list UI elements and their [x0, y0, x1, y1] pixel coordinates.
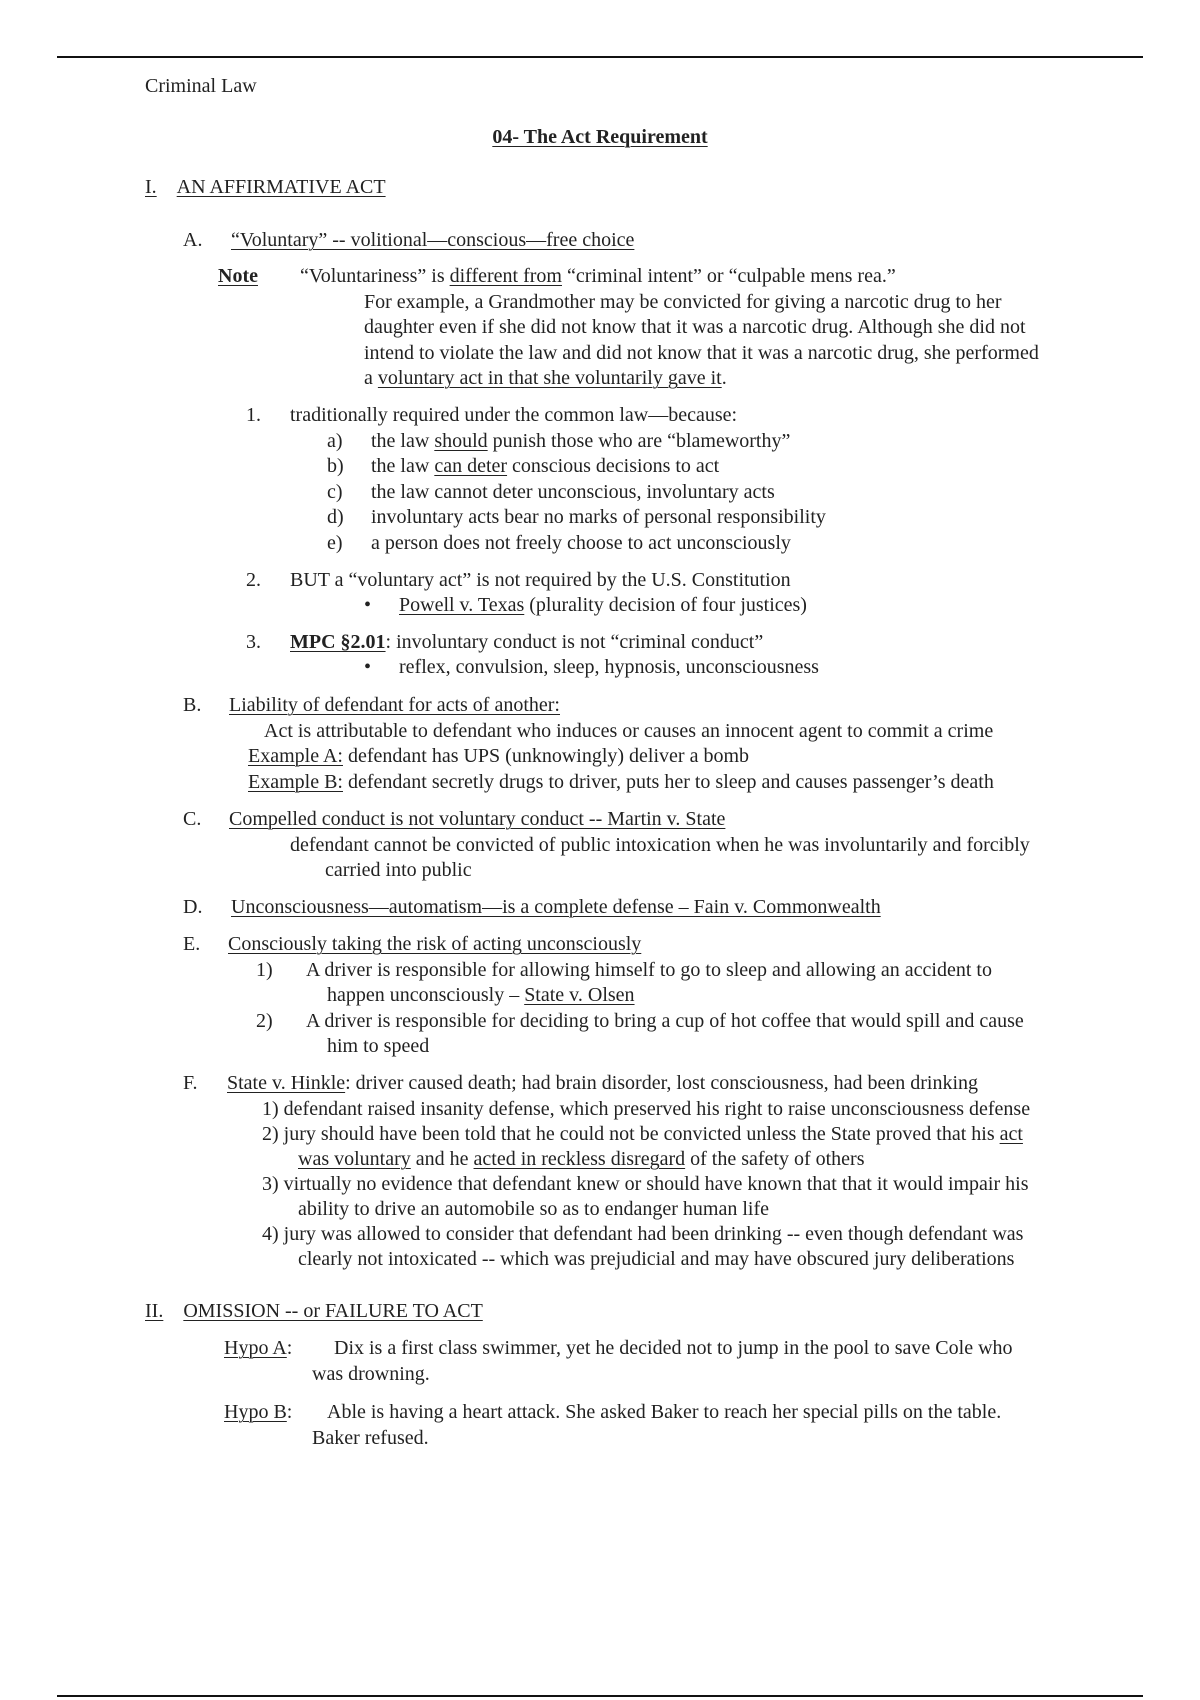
sub-a-text: the law should punish those who are “blameworthy”: [371, 430, 791, 452]
sub-c-label: c): [327, 481, 343, 503]
hypo-a-label: Hypo A:: [224, 1337, 293, 1359]
hypo-a-line-1: Dix is a first class swimmer, yet he decided not to jump in the pool to save Cole who: [334, 1337, 1013, 1359]
item-2-number: 2.: [246, 569, 261, 591]
item-c-line-1: defendant cannot be convicted of public intoxication when he was involuntarily and forcibly: [290, 834, 1030, 856]
sub-b-text: the law can deter conscious decisions to act: [371, 455, 720, 477]
item-b-heading: Liability of defendant for acts of another:: [229, 694, 560, 716]
item-2-bullet: Powell v. Texas (plurality decision of four justices): [399, 594, 807, 616]
item-a-label: A.: [183, 229, 203, 251]
item-2-text: BUT a “voluntary act” is not required by the U.S. Constitution: [290, 569, 791, 591]
section-2-number: II.: [145, 1300, 164, 1322]
item-e-2-line-2: him to speed: [327, 1035, 430, 1057]
item-e-label: E.: [183, 933, 201, 955]
item-f-2-line-2: was voluntary and he acted in reckless disregard of the safety of others: [298, 1148, 865, 1170]
item-f-label: F.: [183, 1072, 198, 1094]
item-e-2-line-1: A driver is responsible for deciding to bring a cup of hot coffee that would spill and cause: [306, 1010, 1024, 1032]
note-text: “Voluntariness” is different from “criminal intent” or “culpable mens rea.”: [300, 265, 896, 287]
item-c-label: C.: [183, 808, 202, 830]
item-e-heading: Consciously taking the risk of acting unconsciously: [228, 933, 642, 955]
item-f-3-line-1: 3) virtually no evidence that defendant knew or should have known that that it would impair his: [262, 1173, 1029, 1195]
item-1-text: traditionally required under the common law—because:: [290, 404, 738, 426]
item-3-text: MPC §2.01: involuntary conduct is not “criminal conduct”: [290, 631, 764, 653]
page-title: 04- The Act Requirement: [492, 126, 708, 148]
item-a-heading: “Voluntary” -- volitional—conscious—free choice: [231, 229, 635, 251]
note-example-line-2: daughter even if she did not know that it was a narcotic drug. Although she did not: [364, 316, 1026, 338]
sub-a-label: a): [327, 430, 343, 452]
item-c-heading: Compelled conduct is not voluntary conduct -- Martin v. State: [229, 808, 726, 830]
sub-d-label: d): [327, 506, 344, 528]
hypo-b-line-2: Baker refused.: [312, 1427, 429, 1449]
item-d-heading: Unconsciousness—automatism—is a complete defense – Fain v. Commonwealth: [231, 896, 881, 918]
hypo-a-line-2: was drowning.: [312, 1363, 430, 1385]
note-example-line-3: intend to violate the law and did not know that it was a narcotic drug, she performed: [364, 342, 1039, 364]
sub-c-text: the law cannot deter unconscious, involuntary acts: [371, 481, 775, 503]
course-name: Criminal Law: [145, 75, 257, 97]
item-e-1-label: 1): [256, 959, 273, 981]
section-1-title: AN AFFIRMATIVE ACT: [176, 176, 386, 198]
item-e-1-line-2: happen unconsciously – State v. Olsen: [327, 984, 635, 1006]
item-f-4-line-1: 4) jury was allowed to consider that defendant had been drinking -- even though defendant was: [262, 1223, 1024, 1245]
item-d-label: D.: [183, 896, 203, 918]
bullet-icon: •: [364, 656, 372, 678]
item-1-number: 1.: [246, 404, 261, 426]
sub-e-text: a person does not freely choose to act unconsciously: [371, 532, 791, 554]
item-e-2-label: 2): [256, 1010, 273, 1032]
item-e-1-line-1: A driver is responsible for allowing himself to go to sleep and allowing an accident to: [306, 959, 992, 981]
item-f-1: 1) defendant raised insanity defense, which preserved his right to raise unconsciousness defense: [262, 1098, 1031, 1120]
section-1-number: I.: [145, 176, 157, 198]
hypo-b-label: Hypo B:: [224, 1401, 293, 1423]
item-b-line-1: Act is attributable to defendant who induces or causes an innocent agent to commit a crime: [264, 720, 994, 742]
section-2-title: OMISSION -- or FAILURE TO ACT: [183, 1300, 483, 1322]
bullet-icon: •: [364, 594, 372, 616]
sub-b-label: b): [327, 455, 344, 477]
section-2-heading: [145, 1299, 483, 1324]
item-3-bullet: reflex, convulsion, sleep, hypnosis, unconsciousness: [399, 656, 819, 678]
item-b-label: B.: [183, 694, 202, 716]
hypo-b-line-1: Able is having a heart attack. She asked Baker to reach her special pills on the table.: [327, 1401, 1002, 1423]
sub-d-text: involuntary acts bear no marks of personal responsibility: [371, 506, 826, 528]
item-3-number: 3.: [246, 631, 261, 653]
item-b-example-b: Example B: defendant secretly drugs to driver, puts her to sleep and causes passenger’s death: [248, 771, 994, 793]
item-b-example-a: Example A: defendant has UPS (unknowingly) deliver a bomb: [248, 745, 750, 767]
sub-e-label: e): [327, 532, 343, 554]
section-1-heading: [145, 175, 386, 200]
top-rule: [57, 56, 1143, 58]
note-label: Note: [218, 265, 258, 287]
note-example-line-1: For example, a Grandmother may be convicted for giving a narcotic drug to her: [364, 291, 1002, 313]
item-f-heading: State v. Hinkle: driver caused death; had brain disorder, lost consciousness, had been drinking: [227, 1072, 979, 1094]
item-f-2-line-1: 2) jury should have been told that he could not be convicted unless the State proved that his act: [262, 1123, 1023, 1145]
bottom-rule: [57, 1695, 1143, 1697]
note-example-line-4: a voluntary act in that she voluntarily gave it.: [364, 367, 727, 389]
item-f-3-line-2: ability to drive an automobile so as to endanger human life: [298, 1198, 769, 1220]
item-c-line-2: carried into public: [325, 859, 472, 881]
item-f-4-line-2: clearly not intoxicated -- which was prejudicial and may have obscured jury deliberations: [298, 1248, 1015, 1270]
